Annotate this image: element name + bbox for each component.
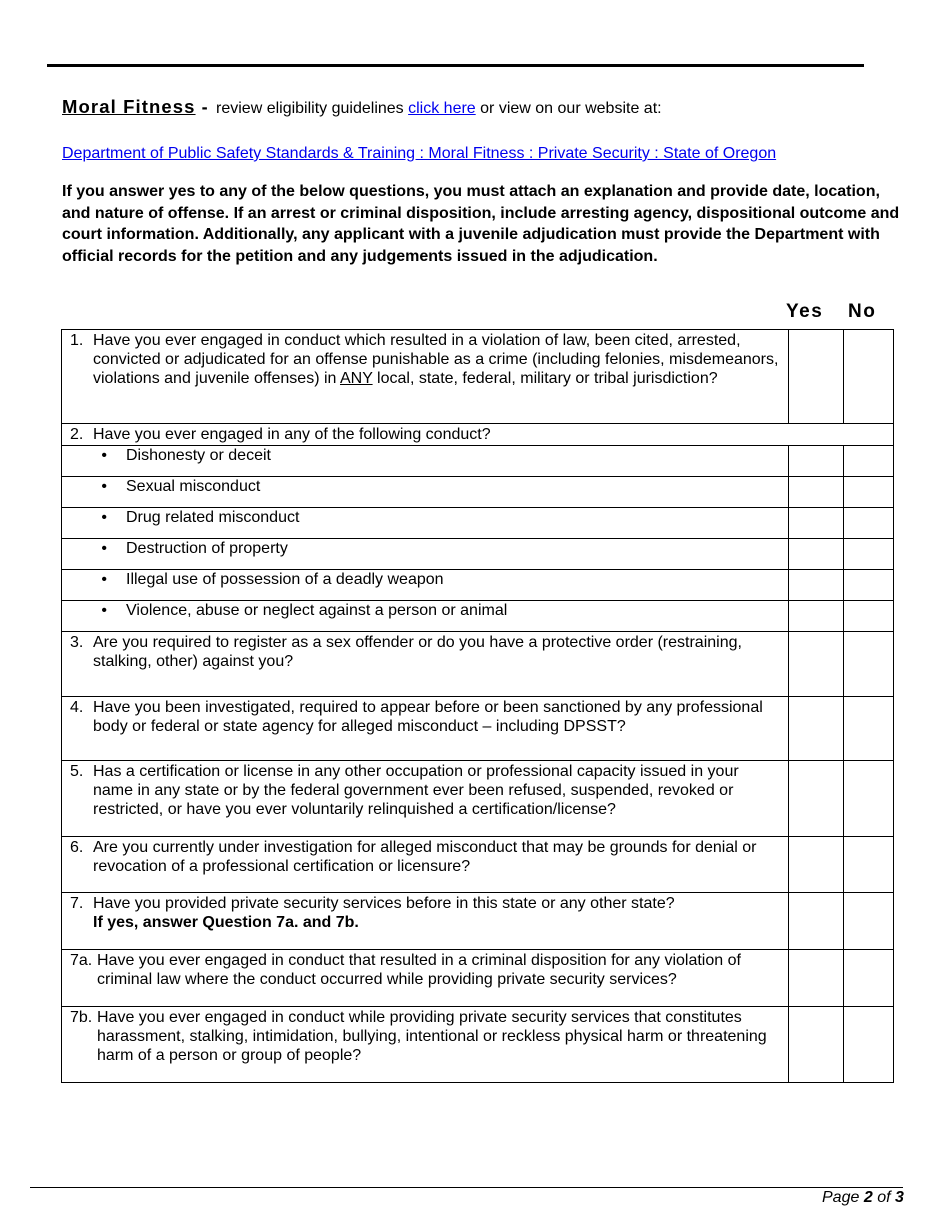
page-word: Page xyxy=(822,1189,860,1206)
section-title: Moral Fitness xyxy=(62,96,196,117)
yes-answer-box[interactable] xyxy=(789,477,844,508)
emphasis-any: ANY xyxy=(339,370,373,387)
no-answer-box[interactable] xyxy=(844,477,894,508)
of-word: of xyxy=(877,1189,891,1206)
yes-answer-box[interactable] xyxy=(789,893,844,950)
conduct-item-cell xyxy=(62,508,789,539)
conduct-item-row xyxy=(62,508,894,539)
bullet-icon: • xyxy=(101,478,107,495)
heading-dash: - xyxy=(201,97,208,117)
yes-answer-box[interactable] xyxy=(789,761,844,837)
question-cell xyxy=(62,1007,789,1083)
yes-answer-box[interactable] xyxy=(789,697,844,761)
question-note: If yes, answer Question 7a. and 7b. xyxy=(93,914,359,931)
question-row-2 xyxy=(62,424,894,446)
bottom-rule xyxy=(30,1187,903,1188)
no-answer-box[interactable] xyxy=(844,950,894,1007)
yes-answer-box[interactable] xyxy=(789,837,844,893)
conduct-item-cell xyxy=(62,601,789,632)
question-text xyxy=(93,894,780,932)
question-row-7b xyxy=(62,1007,894,1083)
conduct-item-label: Sexual misconduct xyxy=(126,478,261,495)
yes-answer-box[interactable] xyxy=(789,539,844,570)
conduct-item-label: Drug related misconduct xyxy=(126,509,300,526)
question-row-4 xyxy=(62,697,894,761)
question-cell xyxy=(62,330,789,424)
after-link-text: or view on our website at: xyxy=(480,100,662,117)
question-cell xyxy=(62,632,789,697)
no-answer-box[interactable] xyxy=(844,893,894,950)
yes-answer-box[interactable] xyxy=(789,601,844,632)
no-answer-box[interactable] xyxy=(844,539,894,570)
no-answer-box[interactable] xyxy=(844,837,894,893)
no-answer-box[interactable] xyxy=(844,508,894,539)
question-row-7a xyxy=(62,950,894,1007)
conduct-item-label: Violence, abuse or neglect against a person or animal xyxy=(126,602,508,619)
question-number: 3. xyxy=(70,634,84,651)
conduct-item-label: Illegal use of possession of a deadly weapon xyxy=(126,571,444,588)
question-number: 1. xyxy=(70,332,84,349)
no-answer-box[interactable] xyxy=(844,446,894,477)
dept-website-link-row xyxy=(62,145,776,163)
guidelines-link[interactable]: click here xyxy=(408,100,476,117)
question-number: 4. xyxy=(70,699,84,716)
dept-website-link[interactable]: Department of Public Safety Standards & Training : Moral Fitness : Private Security : State of Oregon xyxy=(62,145,777,162)
no-answer-box[interactable] xyxy=(844,330,894,424)
question-text: Are you required to register as a sex offender or do you have a protective order (restraining, stalking, other) against you? xyxy=(93,634,742,670)
top-rule xyxy=(47,64,864,67)
question-text xyxy=(93,331,780,388)
yes-answer-box[interactable] xyxy=(789,632,844,697)
page-number xyxy=(822,1189,904,1207)
question-text-part: Have you ever engaged in conduct which resulted in a violation of law, been cited, arrested, convicted or adjudicated for an offense punishable as a crime (including felonies, misdemeanors, violations and juvenile offenses) in xyxy=(93,332,779,387)
intro-text: review eligibility guidelines xyxy=(216,100,404,117)
conduct-item-cell xyxy=(62,446,789,477)
bullet-icon: • xyxy=(101,602,107,619)
conduct-item-label: Dishonesty or deceit xyxy=(126,447,271,464)
question-cell xyxy=(62,424,894,446)
no-answer-box[interactable] xyxy=(844,1007,894,1083)
question-text: Are you currently under investigation for alleged misconduct that may be grounds for denial or revocation of a professional certification or licensure? xyxy=(93,839,757,875)
yes-answer-box[interactable] xyxy=(789,1007,844,1083)
question-number: 7b. xyxy=(70,1009,93,1026)
question-cell xyxy=(62,893,789,950)
question-number: 6. xyxy=(70,839,84,856)
question-cell xyxy=(62,697,789,761)
question-number: 5. xyxy=(70,763,84,780)
yes-answer-box[interactable] xyxy=(789,446,844,477)
question-text-part: local, state, federal, military or tribal jurisdiction? xyxy=(377,370,718,387)
no-answer-box[interactable] xyxy=(844,601,894,632)
question-number: 2. xyxy=(70,426,84,443)
question-row-7 xyxy=(62,893,894,950)
no-column-header: No xyxy=(848,301,877,322)
question-text: Have you been investigated, required to appear before or been sanctioned by any professional body or federal or state agency for alleged misconduct – including DPSST? xyxy=(93,699,763,735)
conduct-item-row xyxy=(62,446,894,477)
question-row-6 xyxy=(62,837,894,893)
instructions-text: If you answer yes to any of the below questions, you must attach an explanation and provide date, location, and nature of offense. If an arrest or criminal disposition, include arresting agency, dispositional outcome and court information. Additionally, any applicant with a juvenile adjudication must provide the Department with official records for the petition and any judgements issued in the adjudication. xyxy=(62,183,900,265)
question-text: Have you ever engaged in conduct that resulted in a criminal disposition for any violation of criminal law where the conduct occurred while providing private security services? xyxy=(97,952,741,988)
yes-answer-box[interactable] xyxy=(789,570,844,601)
conduct-item-cell xyxy=(62,570,789,601)
questions-table xyxy=(61,329,894,1083)
question-text-part: Have you provided private security services before in this state or any other state? xyxy=(93,895,675,912)
no-answer-box[interactable] xyxy=(844,632,894,697)
question-text: Have you ever engaged in conduct while providing private security services that constitutes harassment, stalking, intimidation, bullying, intentional or reckless physical harm or threatening harm of a person or group of people? xyxy=(97,1009,767,1064)
conduct-item-cell xyxy=(62,477,789,508)
conduct-item-row xyxy=(62,477,894,508)
question-text: Have you ever engaged in any of the following conduct? xyxy=(93,426,491,443)
yes-answer-box[interactable] xyxy=(789,508,844,539)
question-cell xyxy=(62,950,789,1007)
conduct-item-row xyxy=(62,570,894,601)
no-answer-box[interactable] xyxy=(844,570,894,601)
question-number: 7a. xyxy=(70,952,93,969)
question-row-3 xyxy=(62,632,894,697)
section-heading xyxy=(62,96,662,118)
bullet-icon: • xyxy=(101,540,107,557)
yes-column-header: Yes xyxy=(786,301,824,322)
question-text: Has a certification or license in any other occupation or professional capacity issued in your name in any state or by the federal government ever been refused, suspended, revoked or restricted, or have you ever voluntarily relinquished a certification/license? xyxy=(93,763,739,818)
no-answer-box[interactable] xyxy=(844,697,894,761)
conduct-item-row xyxy=(62,601,894,632)
bullet-icon: • xyxy=(101,447,107,464)
question-row-1 xyxy=(62,330,894,424)
conduct-item-label: Destruction of property xyxy=(126,540,288,557)
no-answer-box[interactable] xyxy=(844,761,894,837)
current-page: 2 xyxy=(863,1189,873,1206)
bullet-icon: • xyxy=(101,509,107,526)
question-cell xyxy=(62,761,789,837)
total-pages: 3 xyxy=(894,1189,904,1206)
question-number: 7. xyxy=(70,895,84,912)
conduct-item-row xyxy=(62,539,894,570)
bullet-icon: • xyxy=(101,571,107,588)
question-row-5 xyxy=(62,761,894,837)
question-cell xyxy=(62,837,789,893)
conduct-item-cell xyxy=(62,539,789,570)
yes-answer-box[interactable] xyxy=(789,330,844,424)
yes-answer-box[interactable] xyxy=(789,950,844,1007)
